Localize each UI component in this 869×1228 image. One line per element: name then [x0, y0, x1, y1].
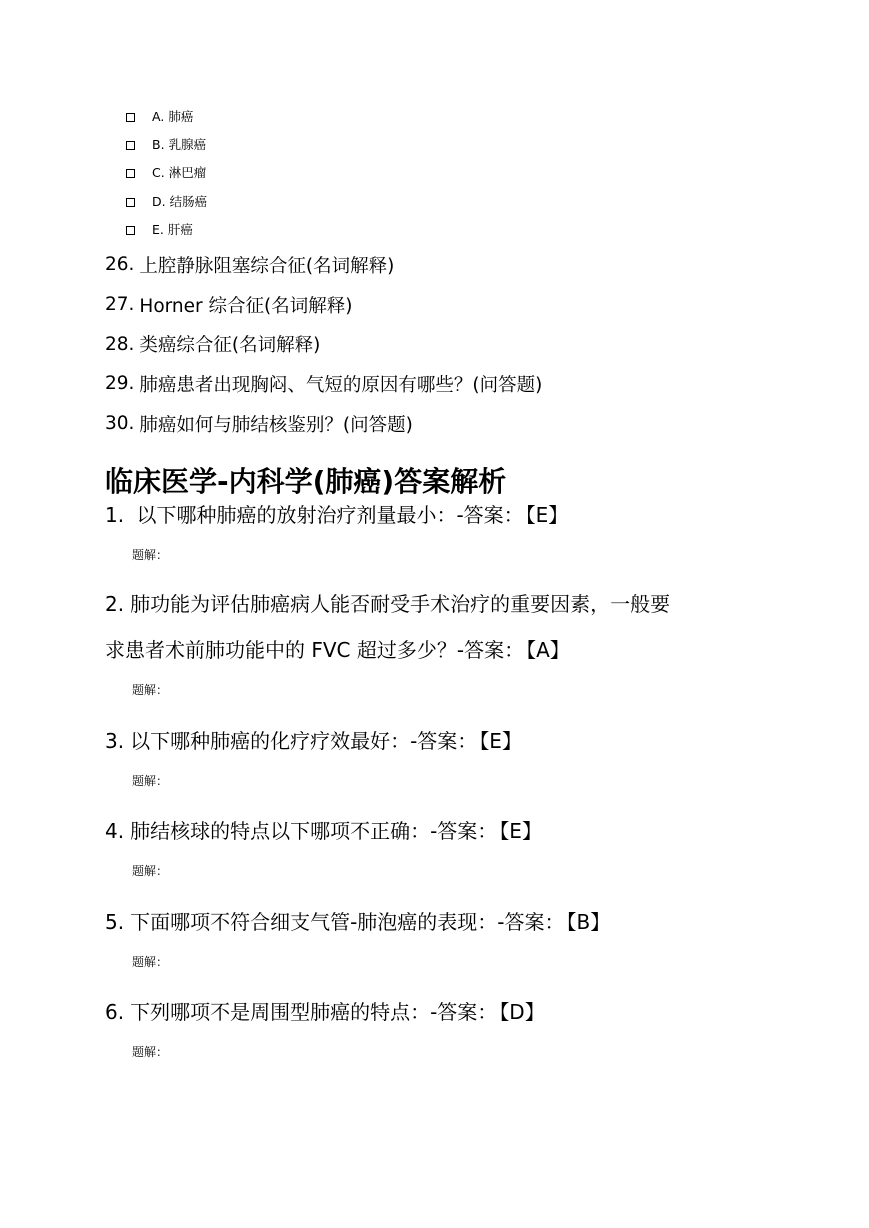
checkbox-icon[interactable]: [126, 169, 135, 178]
question-item: [105, 285, 542, 325]
question-number: 29.: [105, 373, 135, 395]
answer-question-text: 求患者术前肺功能中的 FVC 超过多少？-答案：: [105, 638, 525, 662]
question-number: 26.: [105, 254, 135, 276]
option-text: 结肠癌: [169, 193, 208, 209]
answer-question-line: [105, 991, 805, 1033]
question-number: 27.: [105, 294, 135, 316]
answer-value: 【B】: [566, 910, 611, 934]
answer-item: [105, 583, 805, 697]
explanation-label: 题解：: [132, 548, 169, 562]
answer-question-text: 以下哪种肺癌的化疗疗效最好：-答案：: [130, 729, 478, 753]
question-text: 肺癌患者出现胸闷、气短的原因有哪些？(问答题): [139, 374, 543, 396]
option-letter: A.: [152, 108, 165, 124]
option-c[interactable]: [126, 160, 207, 188]
answer-question-text: 以下哪种肺癌的放射治疗剂量最小：-答案：: [130, 503, 524, 527]
answer-value: 【E】: [499, 819, 542, 843]
question-text: 肺癌如何与肺结核鉴别？(问答题): [139, 414, 413, 436]
answer-question-line: [105, 901, 805, 943]
option-letter: C.: [152, 165, 165, 181]
explanation-label: 题解：: [132, 1045, 169, 1059]
option-e[interactable]: [126, 216, 207, 244]
answer-number: 3.: [105, 729, 125, 753]
explanation-label: 题解：: [132, 774, 169, 788]
answer-number: 4.: [105, 819, 125, 843]
checkbox-icon[interactable]: [126, 141, 135, 150]
question-text: 类癌综合征(名词解释): [139, 335, 321, 357]
question-text: 上腔静脉阻塞综合征(名词解释): [139, 255, 395, 277]
option-letter: B.: [152, 137, 165, 153]
option-letter: D.: [152, 193, 166, 209]
option-text: 肺癌: [168, 108, 194, 124]
checkbox-icon[interactable]: [126, 226, 135, 235]
section-title: 临床医学-内科学(肺癌)答案解析: [105, 465, 507, 498]
question-text: Horner 综合征(名词解释): [139, 295, 353, 317]
checkbox-icon[interactable]: [126, 198, 135, 207]
option-text: 淋巴瘤: [168, 165, 207, 181]
option-text: 肝癌: [167, 222, 193, 238]
answer-number: 5.: [105, 910, 125, 934]
question-item: [105, 245, 542, 285]
answer-question-text: 肺结核球的特点以下哪项不正确：-答案：: [130, 819, 498, 843]
answer-question-line: [105, 494, 805, 536]
answer-item: [105, 810, 805, 878]
answer-number: 2.: [105, 592, 125, 616]
option-a[interactable]: [126, 103, 207, 131]
answer-options-list: [126, 103, 207, 244]
question-list: [105, 245, 542, 443]
option-d[interactable]: [126, 188, 207, 216]
answer-value: 【A】: [526, 638, 570, 662]
answer-question-line: [105, 583, 805, 625]
answer-question-text: 下列哪项不是周围型肺癌的特点：-答案：: [130, 1000, 498, 1024]
question-item: [105, 404, 542, 444]
explanation-label: 题解：: [132, 955, 169, 969]
explanation-label: 题解：: [132, 683, 169, 697]
answer-question-line: [105, 720, 805, 762]
answer-value: 【E】: [525, 503, 569, 527]
answer-question-text: 肺功能为评估肺癌病人能否耐受手术治疗的重要因素，一般要: [130, 592, 671, 616]
answer-item: [105, 494, 805, 562]
answer-number: 1.: [105, 503, 125, 527]
question-item: [105, 324, 542, 364]
answer-item: [105, 991, 805, 1059]
answer-question-line: [105, 810, 805, 852]
checkbox-icon[interactable]: [126, 113, 135, 122]
explanation-label: 题解：: [132, 864, 169, 878]
answer-question-line: [105, 629, 805, 671]
option-b[interactable]: [126, 131, 207, 159]
option-letter: E.: [152, 222, 164, 238]
option-text: 乳腺癌: [168, 137, 207, 153]
answer-number: 6.: [105, 1000, 125, 1024]
answer-item: [105, 901, 805, 969]
answer-item: [105, 720, 805, 788]
question-number: 28.: [105, 333, 135, 355]
answer-question-text: 下面哪项不符合细支气管-肺泡癌的表现：-答案：: [130, 910, 565, 934]
answer-value: 【D】: [499, 1000, 545, 1024]
answer-value: 【E】: [479, 729, 522, 753]
question-item: [105, 364, 542, 404]
question-number: 30.: [105, 413, 135, 435]
